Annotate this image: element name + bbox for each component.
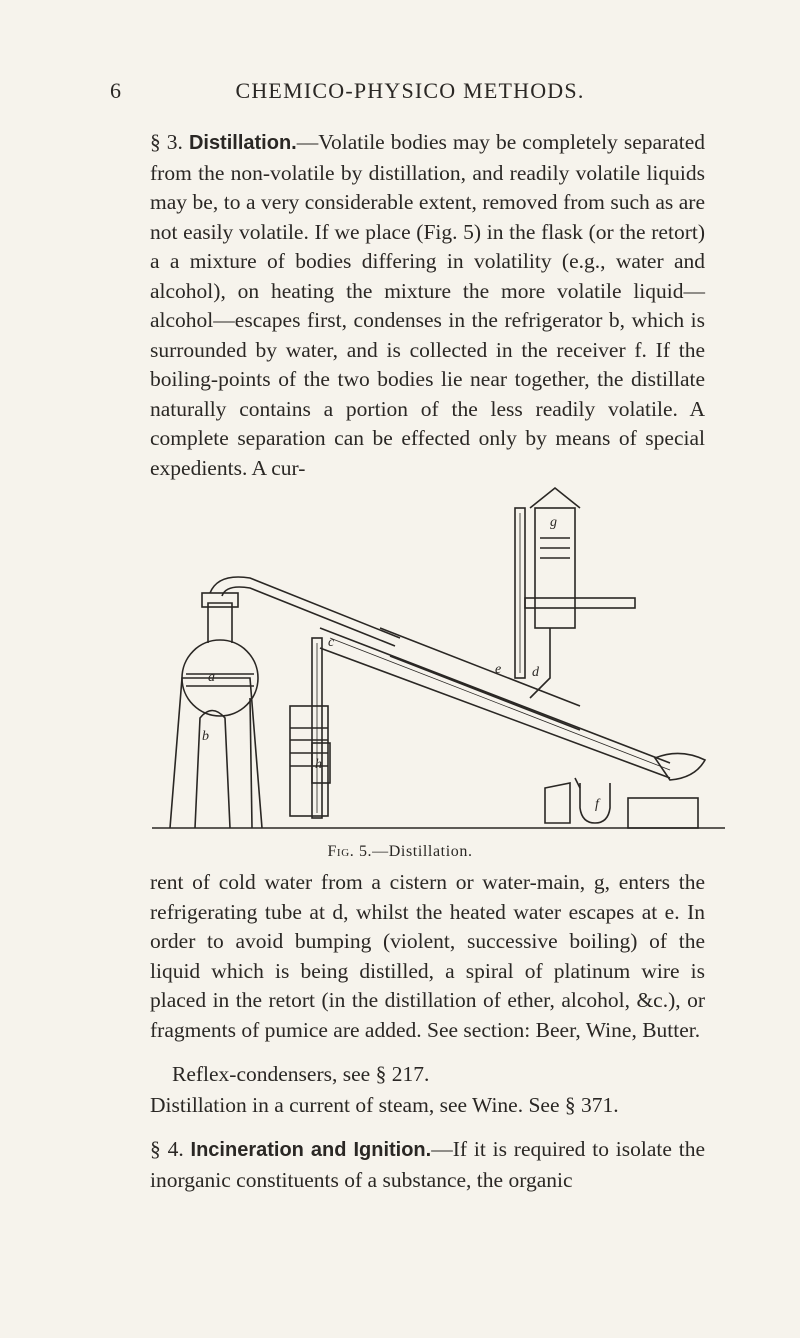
figure-label-c: c <box>328 635 335 650</box>
caption-label: Fig. 5. <box>327 843 373 860</box>
section-marker: § 3. <box>150 130 183 154</box>
steam-reference: Distillation in a current of steam, see Wine. See § 371. <box>150 1093 619 1117</box>
section-heading: Distillation. <box>188 132 297 154</box>
section-3-paragraph <box>150 128 705 483</box>
section-body: —If it is required to isolate the inorganic constituents of a substance, the organic <box>150 1137 705 1192</box>
figure-label-h: h <box>315 757 322 772</box>
section-4-paragraph <box>150 1135 705 1195</box>
figure-label-g: g <box>550 515 557 530</box>
page-number: 6 <box>110 78 123 103</box>
page-header <box>110 78 710 108</box>
figure-label-f: f <box>595 797 599 812</box>
distillation-figure <box>150 478 730 838</box>
caption-text: —Distillation. <box>372 843 473 860</box>
running-title: CHEMICO-PHYSICO METHODS. <box>235 78 585 103</box>
section-marker: § 4. <box>150 1137 184 1161</box>
reflex-reference: Reflex-condensers, see § 217. <box>172 1062 430 1086</box>
figure-label-d: d <box>532 665 539 680</box>
section-heading: Incineration and Ignition. <box>190 1139 432 1161</box>
section-body: —Volatile bodies may be completely separated from the non-volatile by distillation, and readily volatile liquids may be, to a very considerable extent, removed from such as are not easily volatile. If we place (Fig. 5) in the flask (or the retort) a a mixture of bodies differing in volatility (e.g., water and alcohol), on heating the mixture the more volatile liquid—alcohol—escapes first, condenses in the refrigerator b, which is surrounded by water, and is collected in the receiver f. If the boiling-points of the two bodies lie near together, the distillate naturally contains a portion of the less readily volatile. A complete separation can be effected only by means of special expedients. A cur- <box>150 130 705 480</box>
figure-label-e: e <box>495 662 502 677</box>
continuation-paragraph: rent of cold water from a cistern or water-main, g, enters the refrigerating tube at d, whilst the heated water escapes at e. In order to avoid bumping (violent, successive boiling) of the liquid which is being distilled, a spiral of platinum wire is placed in the retort (in the distillation of ether, alcohol, &c.), or fragments of pumice are added. See section: Beer, Wine, Butter. <box>150 870 705 1042</box>
figure-caption <box>0 843 800 861</box>
figure-label-a: a <box>208 670 215 685</box>
figure-label-b: b <box>202 729 209 744</box>
